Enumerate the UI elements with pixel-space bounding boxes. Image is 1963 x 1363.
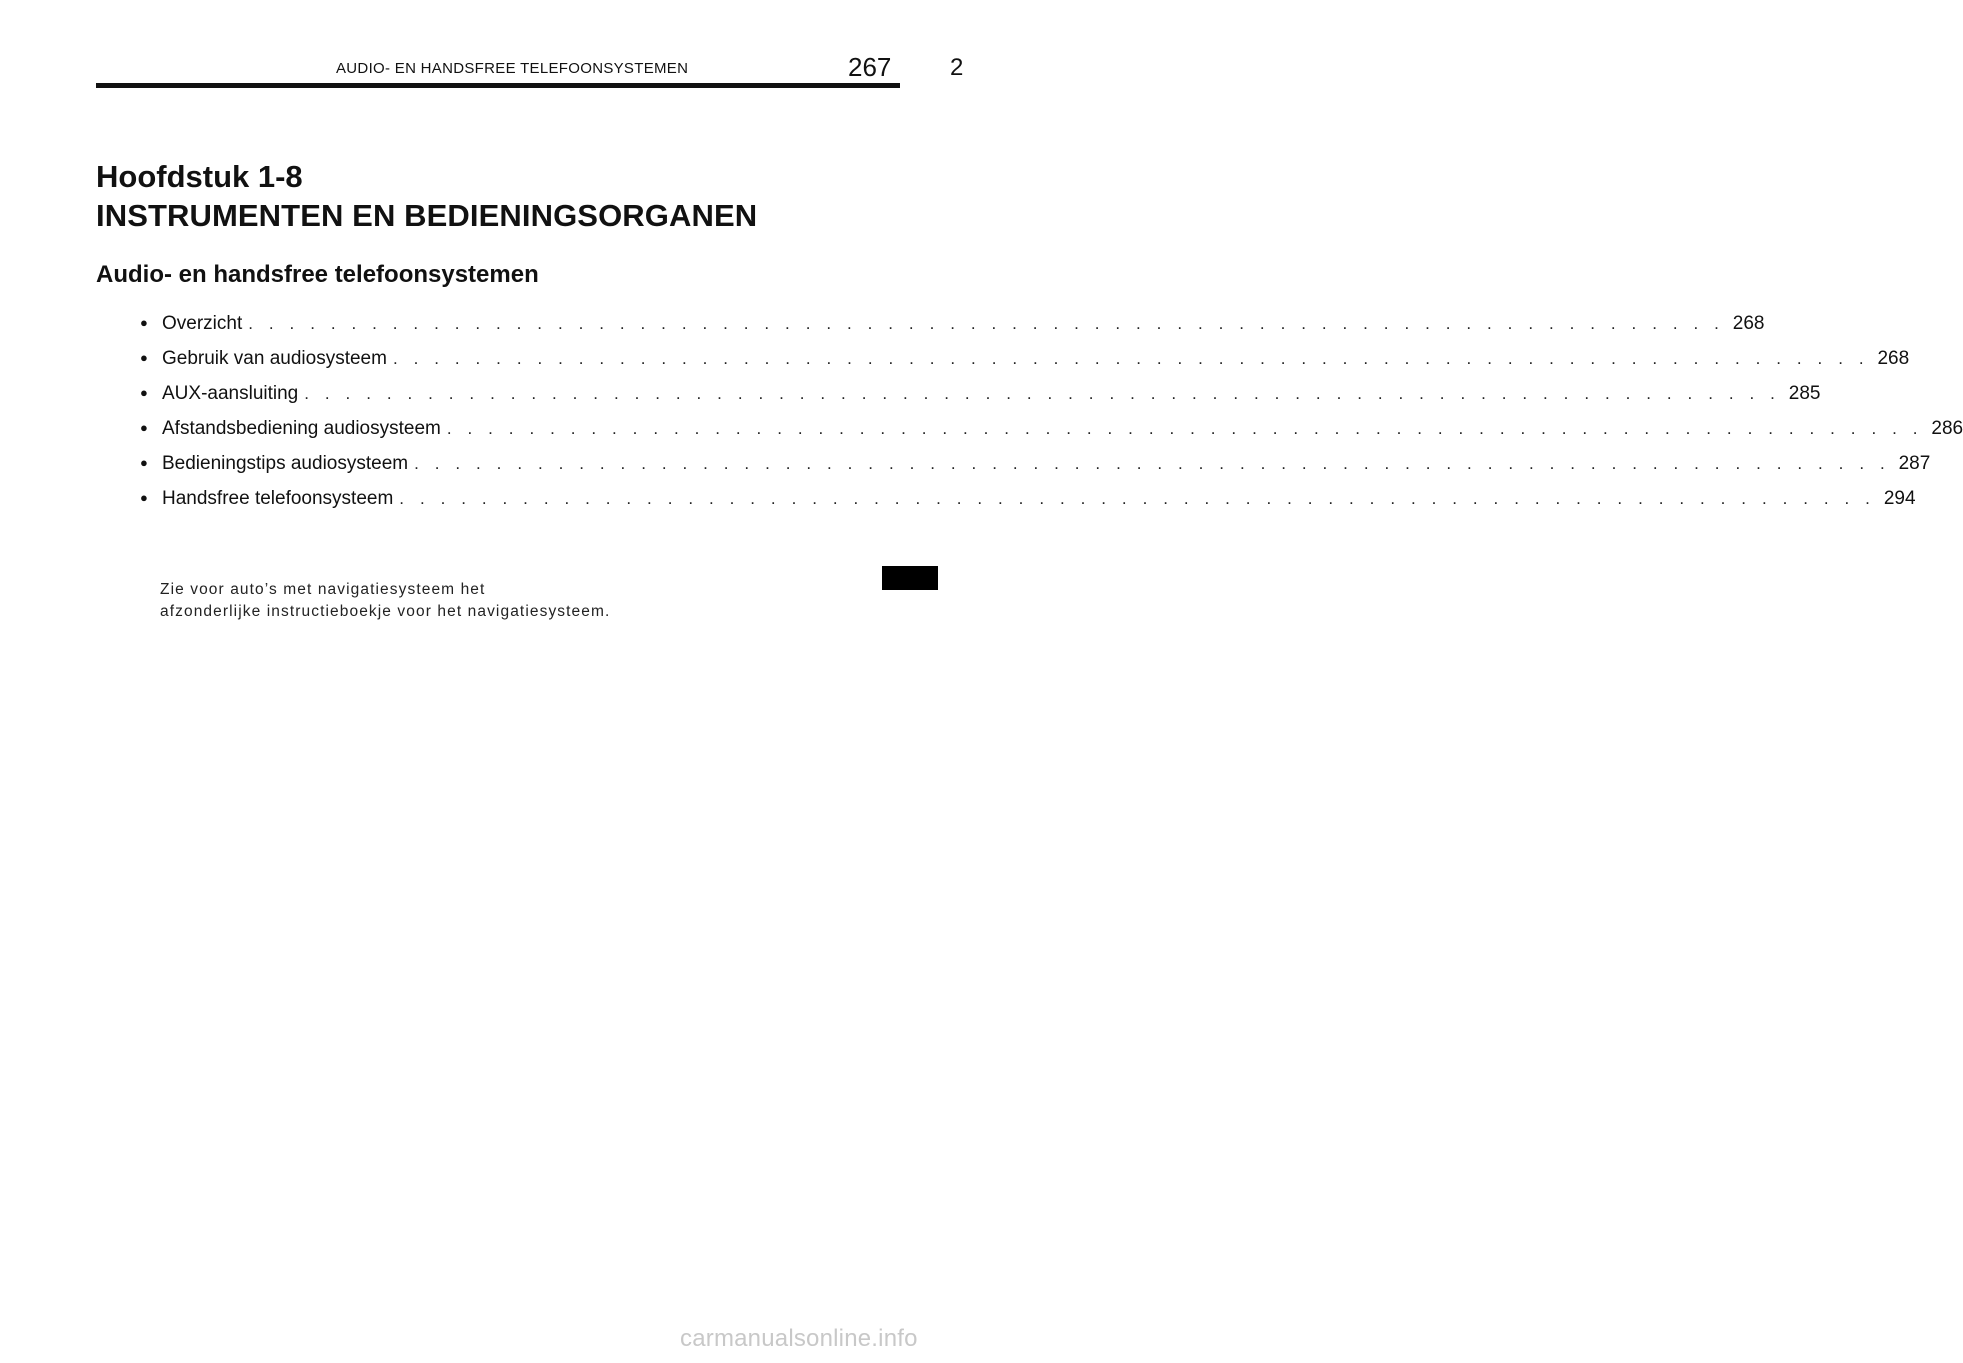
bullet-icon: ● [140, 455, 148, 470]
bullet-icon: ● [140, 315, 148, 330]
toc-dot-leader: . . . . . . . . . . . . . . . . . . . . . . . . . . . . . . . . . . . . . . . . . . . . . . . . . . . . . . . . . . . . . . . . . . . . . . . . [414, 454, 1891, 473]
navigation-note [160, 579, 610, 623]
toc-dot-leader: . . . . . . . . . . . . . . . . . . . . . . . . . . . . . . . . . . . . . . . . . . . . . . . . . . . . . . . . . . . . . . . . . . . . . . . . [248, 314, 1725, 333]
bullet-icon: ● [140, 385, 148, 400]
toc-item-page: 268 [1877, 348, 1910, 369]
bullet-icon: ● [140, 490, 148, 505]
edge-glyph: 2 [950, 54, 964, 81]
note-line-2: afzonderlijke instructieboekje voor het navigatiesysteem. [160, 603, 611, 620]
section-title: Audio- en handsfree telefoonsystemen [96, 261, 539, 288]
toc-item-label: Handsfree telefoonsysteem [162, 488, 394, 509]
toc-item-label: AUX-aansluiting [162, 383, 299, 404]
toc-item-label: Gebruik van audiosysteem [162, 348, 387, 369]
toc-item-gebruik-audiosysteem[interactable] [140, 348, 1910, 383]
page-number: 267 [848, 52, 892, 82]
bullet-icon: ● [140, 420, 148, 435]
toc-item-page: 286 [1931, 418, 1963, 439]
table-of-contents [140, 313, 1963, 523]
toc-dot-leader: . . . . . . . . . . . . . . . . . . . . . . . . . . . . . . . . . . . . . . . . . . . . . . . . . . . . . . . . . . . . . . . . . . . . . . . . [392, 349, 1870, 368]
toc-item-aux-aansluiting[interactable] [140, 383, 1821, 418]
toc-item-label: Bedieningstips audiosysteem [162, 453, 409, 474]
toc-dot-leader: . . . . . . . . . . . . . . . . . . . . . . . . . . . . . . . . . . . . . . . . . . . . . . . . . . . . . . . . . . . . . . . . . . . . . . . . [304, 384, 1781, 403]
header-rule [96, 83, 900, 88]
chapter-title: INSTRUMENTEN EN BEDIENINGSORGANEN [96, 198, 758, 233]
toc-dot-leader: . . . . . . . . . . . . . . . . . . . . . . . . . . . . . . . . . . . . . . . . . . . . . . . . . . . . . . . . . . . . . . . . . . . . . . . . [446, 419, 1924, 438]
watermark: carmanualsonline.info [680, 1325, 918, 1352]
toc-item-bedieningstips[interactable] [140, 453, 1931, 488]
chapter-tab-marker [882, 566, 938, 590]
toc-item-page: 294 [1883, 488, 1916, 509]
toc-item-label: Afstandsbediening audiosysteem [162, 418, 441, 439]
toc-item-page: 285 [1788, 383, 1821, 404]
toc-item-page: 268 [1732, 313, 1765, 334]
running-title: AUDIO- EN HANDSFREE TELEFOONSYSTEMEN [336, 60, 689, 77]
toc-dot-leader: . . . . . . . . . . . . . . . . . . . . . . . . . . . . . . . . . . . . . . . . . . . . . . . . . . . . . . . . . . . . . . . . . . . . . . . . [399, 489, 1876, 508]
toc-item-label: Overzicht [162, 313, 243, 334]
bullet-icon: ● [140, 350, 148, 365]
toc-item-handsfree-telefoon[interactable] [140, 488, 1916, 523]
toc-item-overzicht[interactable] [140, 313, 1765, 348]
running-header [0, 0, 964, 100]
note-line-1: Zie voor auto’s met navigatiesysteem het [160, 581, 486, 598]
chapter-label: Hoofdstuk 1-8 [96, 159, 303, 194]
toc-item-page: 287 [1898, 453, 1931, 474]
toc-item-afstandsbediening[interactable] [140, 418, 1963, 453]
